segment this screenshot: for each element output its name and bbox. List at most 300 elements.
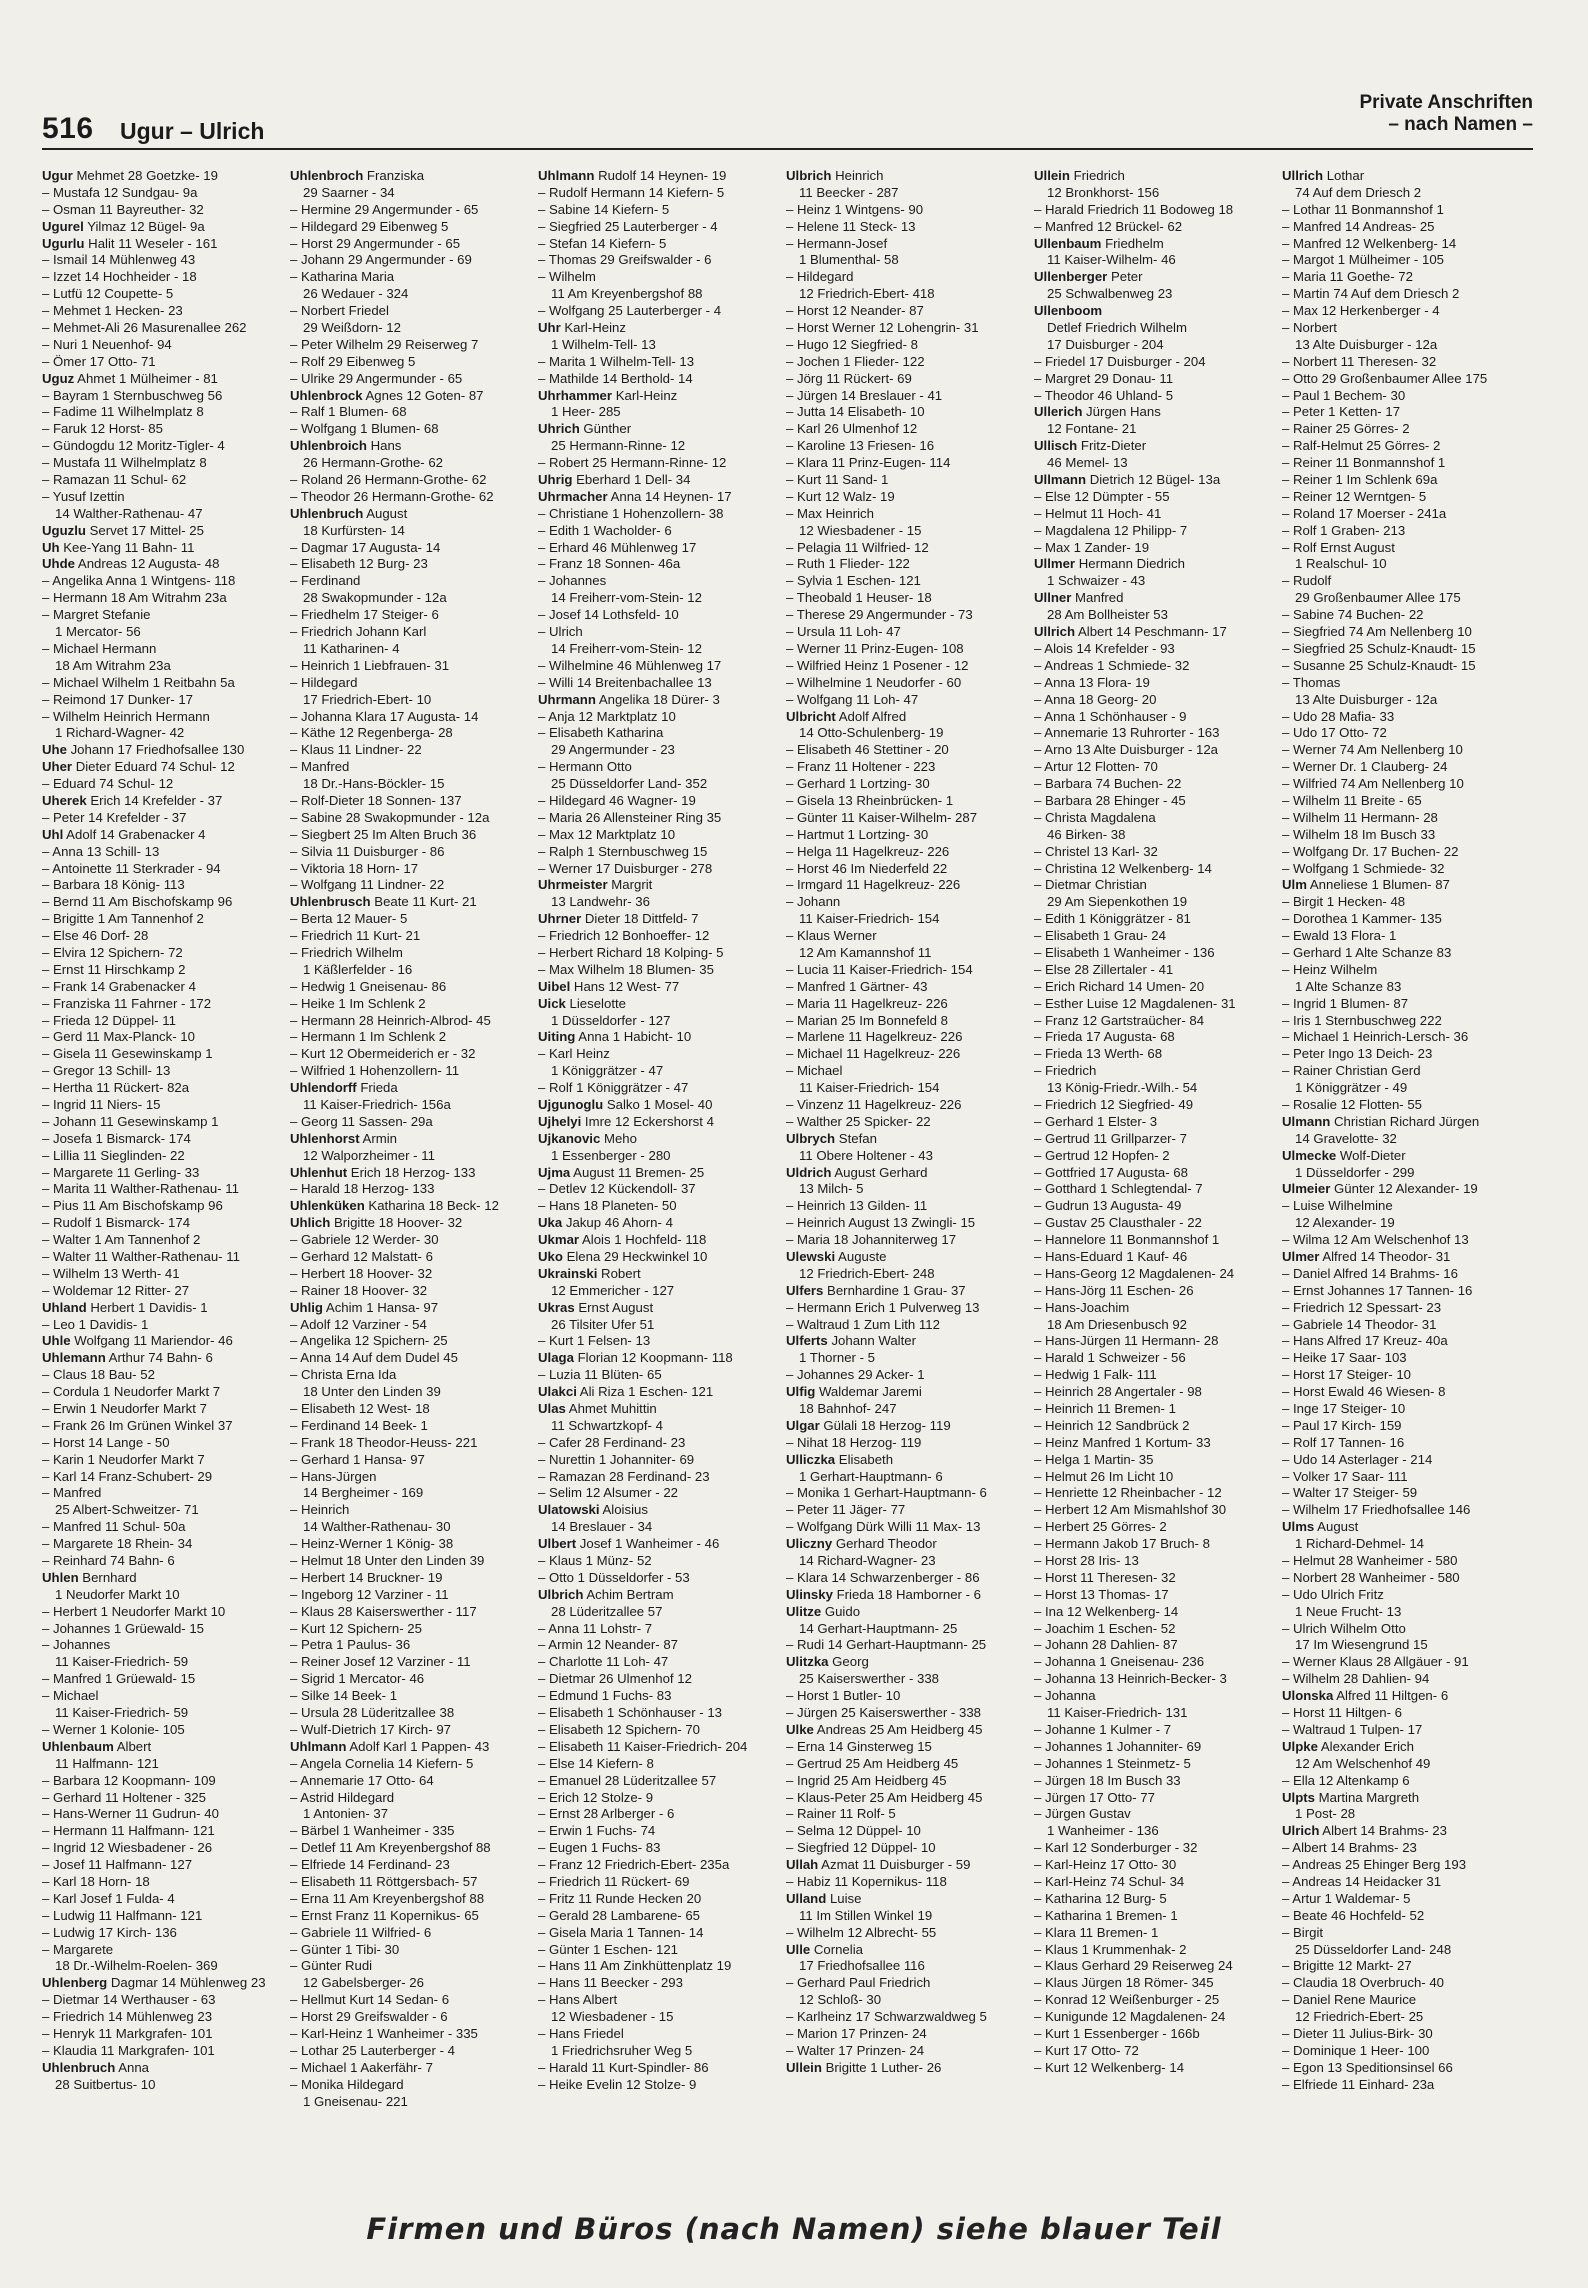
- directory-entry: Ujhelyi Imre 12 Eckershorst 4: [538, 1113, 714, 1129]
- directory-entry: – Else 12 Dümpter - 55: [1034, 488, 1170, 504]
- directory-entry: Ulmer Alfred 14 Theodor- 31: [1282, 1249, 1451, 1264]
- surname: Ulbrych: [786, 1130, 836, 1146]
- directory-entry: 1 Essenberger - 280: [551, 1147, 671, 1163]
- directory-entry: – Klara 11 Prinz-Eugen- 114: [786, 455, 951, 471]
- directory-entry: – Herbert 12 Am Mismahlshof 30: [1034, 1502, 1227, 1518]
- directory-entry: – Bayram 1 Sternbuschweg 56: [42, 387, 223, 403]
- directory-entry: – Joachim 1 Eschen- 52: [1034, 1620, 1176, 1636]
- directory-entry: – Käthe 12 Regenberga- 28: [290, 725, 453, 741]
- directory-entry: – Wilhelm 13 Werth- 41: [42, 1265, 180, 1281]
- directory-entry: – Hugo 12 Siegfried- 8: [786, 336, 918, 352]
- directory-entry: – Anna 13 Flora- 19: [1034, 674, 1150, 690]
- directory-entry: – Hermann Jakob 17 Bruch- 8: [1034, 1536, 1210, 1552]
- footer-note: Firmen und Büros (nach Namen) siehe blauer Teil: [366, 2212, 1222, 2246]
- directory-entry: – Detlef 11 Am Kreyenbergshof 88: [290, 1840, 491, 1856]
- directory-entry: – Elisabeth 11 Röttgersbach- 57: [290, 1873, 478, 1889]
- directory-entry: Ullerich Jürgen Hans: [1034, 404, 1161, 420]
- directory-entry: – Werner Klaus 28 Allgäuer - 91: [1282, 1654, 1469, 1670]
- surname: Ujma: [538, 1164, 571, 1180]
- directory-entry: – Mustafa 12 Sundgau- 9a: [42, 184, 198, 200]
- directory-entry: Ulakci Ali Riza 1 Eschen- 121: [538, 1384, 714, 1400]
- directory-entry: – Margret Stefanie: [42, 607, 151, 623]
- directory-entry: Uhl Adolf 14 Grabenacker 4: [42, 826, 206, 842]
- directory-entry: – Albert 14 Brahms- 23: [1282, 1840, 1417, 1856]
- directory-entry: Ulmeier Günter 12 Alexander- 19: [1282, 1181, 1478, 1197]
- directory-entry: 29 Weißdorn- 12: [303, 320, 401, 336]
- directory-entry: – Manfred 12 Welkenberg- 14: [1282, 235, 1457, 251]
- directory-entry: – Monika 1 Gerhart-Hauptmann- 6: [786, 1485, 987, 1501]
- directory-entry: – Friedel 17 Duisburger - 204: [1034, 353, 1206, 369]
- directory-entry: – Gerhard 1 Alte Schanze 83: [1282, 944, 1452, 960]
- directory-entry: – Horst 13 Thomas- 17: [1034, 1586, 1169, 1602]
- directory-entry: – Margarete 11 Gerling- 33: [42, 1164, 200, 1180]
- directory-entry: Ulpts Martina Margreth: [1282, 1789, 1420, 1805]
- directory-entry: – Günter Rudi: [290, 1958, 373, 1974]
- directory-entry: – Reiner 12 Werntgen- 5: [1282, 488, 1427, 504]
- directory-entry: – Rudolf 1 Bismarck- 174: [42, 1215, 191, 1231]
- directory-entry: 12 Friedrich-Ebert- 418: [799, 286, 935, 302]
- surname: Uhlenbrock: [290, 387, 363, 403]
- surname: Ukras: [538, 1299, 575, 1315]
- directory-entry: – Horst 11 Hiltgen- 6: [1282, 1705, 1402, 1721]
- directory-entry: Ulmecke Wolf-Dieter: [1282, 1147, 1406, 1163]
- surname: Ulas: [538, 1401, 566, 1417]
- directory-entry: – Rainer 25 Görres- 2: [1282, 421, 1410, 437]
- directory-entry: – Helga 1 Martin- 35: [1034, 1451, 1154, 1467]
- directory-entry: – Horst 46 Im Niederfeld 22: [786, 860, 948, 876]
- directory-entry: – Kurt 1 Essenberger - 166b: [1034, 2025, 1200, 2041]
- directory-entry: – Katharina Maria: [290, 269, 395, 285]
- directory-entry: – Ina 12 Welkenberg- 14: [1034, 1603, 1179, 1619]
- directory-entry: Ujkanovic Meho: [538, 1130, 637, 1146]
- directory-entry: – Udo Ulrich Fritz: [1282, 1586, 1384, 1602]
- surname: Ulke: [786, 1721, 814, 1737]
- directory-entry: 11 Kaiser-Friedrich- 156a: [303, 1096, 451, 1112]
- surname: Ukmar: [538, 1232, 580, 1248]
- directory-entry: 28 Suitbertus- 10: [55, 2076, 156, 2092]
- directory-entry: – Karl-Heinz 74 Schul- 34: [1034, 1873, 1185, 1889]
- surname: Uguzlu: [42, 522, 86, 538]
- directory-column-6: [1282, 168, 1525, 2188]
- directory-entry: – Pelagia 11 Wilfried- 12: [786, 539, 929, 555]
- directory-entry: – Cafer 28 Ferdinand- 23: [538, 1434, 686, 1450]
- directory-entry: Uhlenhut Erich 18 Herzog- 133: [290, 1164, 476, 1180]
- directory-entry: – Erwin 1 Fuchs- 74: [538, 1823, 656, 1839]
- directory-entry: – Klara 11 Bremen- 1: [1034, 1924, 1159, 1940]
- surname: Uhlen: [42, 1569, 79, 1585]
- directory-entry: – Klaus-Peter 25 Am Heidberg 45: [786, 1789, 983, 1805]
- directory-entry: – Wilhelm 11 Breite - 65: [1282, 792, 1422, 808]
- directory-entry: 12 Bronkhorst- 156: [1047, 184, 1160, 200]
- directory-entry: – Leo 1 Davidis- 1: [42, 1316, 149, 1332]
- directory-entry: – Birgit: [1282, 1924, 1324, 1940]
- directory-entry: – Max 12 Herkenberger - 4: [1282, 303, 1440, 319]
- directory-entry: Ugurlu Halit 11 Weseler - 161: [42, 235, 218, 251]
- directory-entry: – Lothar 25 Lauterberger - 4: [290, 2042, 455, 2058]
- directory-entry: Uhrmacher Anna 14 Heynen- 17: [538, 488, 732, 504]
- directory-entry: – Rudolf Hermann 14 Kiefern- 5: [538, 184, 725, 200]
- surname: Ulfig: [786, 1384, 816, 1400]
- directory-entry: – Elfriede 14 Ferdinand- 23: [290, 1857, 450, 1873]
- directory-entry: – Helmut 26 Im Licht 10: [1034, 1468, 1174, 1484]
- directory-entry: – Karl Heinz: [538, 1046, 610, 1062]
- directory-entry: – Hertha 11 Rückert- 82a: [42, 1080, 190, 1096]
- directory-entry: – Heike 1 Im Schlenk 2: [290, 995, 426, 1011]
- directory-entry: Ulliczka Elisabeth: [786, 1451, 894, 1467]
- directory-entry: – Wilfried 1 Hohenzollern- 11: [290, 1063, 460, 1079]
- directory-entry: – Sabine 14 Kiefern- 5: [538, 201, 670, 217]
- directory-entry: Uhe Johann 17 Friedhofsallee 130: [42, 742, 245, 758]
- directory-entry: – Rolf Ernst August: [1282, 539, 1395, 555]
- directory-entry: [1034, 303, 1277, 320]
- directory-entry: 14 Gravelotte- 32: [1295, 1130, 1397, 1146]
- directory-entry: – Silke 14 Beek- 1: [290, 1688, 398, 1704]
- directory-entry: – Johannes 1 Grüewald- 15: [42, 1620, 205, 1636]
- directory-entry: – Heinrich 13 Gilden- 11: [786, 1198, 928, 1214]
- directory-entry: – Hermann Erich 1 Pulverweg 13: [786, 1299, 980, 1315]
- directory-entry: – Walter 17 Prinzen- 24: [786, 2042, 925, 2058]
- directory-entry: 12 Wiesbadener - 15: [799, 522, 922, 538]
- directory-entry: – Gertrud 25 Am Heidberg 45: [786, 1755, 959, 1771]
- directory-entry: – Susanne 25 Schulz-Knaudt- 15: [1282, 657, 1476, 673]
- surname: Uhrig: [538, 472, 573, 488]
- directory-entry: – Heinrich: [290, 1502, 350, 1518]
- directory-entry: – Jürgen 14 Breslauer - 41: [786, 387, 943, 403]
- directory-entry: – Mustafa 11 Wilhelmplatz 8: [42, 455, 207, 471]
- surname: Uhlenbrusch: [290, 894, 371, 910]
- directory-entry: – Willi 14 Breitenbachallee 13: [538, 674, 712, 690]
- directory-entry: – Barbara 74 Buchen- 22: [1034, 776, 1182, 792]
- surname: Ulgar: [786, 1417, 820, 1433]
- surname: Ullein: [786, 2059, 822, 2075]
- directory-entry: 14 Freiherr-vom-Stein- 12: [551, 640, 702, 656]
- directory-entry: Ulm Anneliese 1 Blumen- 87: [1282, 877, 1450, 893]
- surname: Ulm: [1282, 877, 1307, 893]
- directory-entry: Uguz Ahmet 1 Mülheimer - 81: [42, 370, 218, 386]
- directory-entry: Uguzlu Servet 17 Mittel- 25: [42, 522, 204, 538]
- directory-entry: – Angelika 12 Spichern- 25: [290, 1333, 448, 1349]
- directory-entry: – Angela Cornelia 14 Kiefern- 5: [290, 1755, 474, 1771]
- directory-entry: – Harald 18 Herzog- 133: [290, 1181, 435, 1197]
- surname: Uhde: [42, 556, 75, 572]
- surname: Uhlenhorst: [290, 1130, 360, 1146]
- directory-entry: – Detlev 12 Kückendoll- 37: [538, 1181, 696, 1197]
- directory-entry: – Osman 11 Bayreuther- 32: [42, 201, 204, 217]
- directory-entry: – Ulrich Wilhelm Otto: [1282, 1620, 1406, 1636]
- directory-entry: – Ralf-Helmut 25 Görres- 2: [1282, 438, 1441, 454]
- directory-entry: Uhlenbaum Albert: [42, 1738, 152, 1754]
- directory-entry: – Frieda 13 Werth- 68: [1034, 1046, 1163, 1062]
- directory-entry: – Franziska 11 Fahrner - 172: [42, 995, 212, 1011]
- directory-entry: – Izzet 14 Hochheider - 18: [42, 269, 197, 285]
- surname: Ulmann: [1282, 1113, 1331, 1129]
- directory-entry: – Elvira 12 Spichern- 72: [42, 944, 183, 960]
- directory-entry: – Heinz Wilhelm: [1282, 961, 1378, 977]
- surname: Ulmer: [1282, 1249, 1320, 1264]
- directory-entry: – Alois 14 Krefelder - 93: [1034, 640, 1175, 656]
- directory-entry: Ulland Luise: [786, 1890, 862, 1906]
- directory-entry: – Marlene 11 Hagelkreuz- 226: [786, 1029, 963, 1045]
- directory-entry: – Annemarie 17 Otto- 64: [290, 1772, 434, 1788]
- directory-entry: Uliczny Gerhard Theodor: [786, 1536, 937, 1552]
- directory-entry: Ullrich Lothar: [1282, 168, 1365, 183]
- directory-entry: Uick Lieselotte: [538, 995, 626, 1011]
- directory-entry: – Hildegard: [786, 269, 854, 285]
- directory-entry: 14 Freiherr-vom-Stein- 12: [551, 590, 702, 606]
- directory-entry: – Ramazan 28 Ferdinand- 23: [538, 1468, 710, 1484]
- directory-entry: Ulle Cornelia: [786, 1941, 863, 1957]
- directory-entry: – Elisabeth Katharina: [538, 725, 664, 741]
- directory-entry: – Erna 11 Am Kreyenbergshof 88: [290, 1890, 485, 1906]
- surname: Uguz: [42, 370, 75, 386]
- directory-entry: 25 Hermann-Rinne- 12: [551, 438, 686, 454]
- surname: Ulle: [786, 1941, 811, 1957]
- directory-entry: – Heinz Manfred 1 Kortum- 33: [1034, 1434, 1211, 1450]
- directory-entry: Uhlendorff Frieda: [290, 1080, 398, 1096]
- directory-entry: – Michael Hermann: [42, 640, 157, 656]
- surname: Uhlmann: [290, 1738, 347, 1754]
- directory-entry: – Margarete: [42, 1941, 114, 1957]
- directory-entry: – Theodor 46 Uhland- 5: [1034, 387, 1174, 403]
- directory-entry: – Klaus 1 Krummenhak- 2: [1034, 1941, 1187, 1957]
- directory-entry: Ulinsky Frieda 18 Hamborner - 6: [786, 1586, 981, 1602]
- surname: Ulonska: [1282, 1688, 1334, 1704]
- directory-entry: 25 Albert-Schweitzer- 71: [55, 1502, 199, 1518]
- directory-entry: – Manfred: [290, 759, 350, 775]
- page-header: [42, 88, 1533, 148]
- directory-entry: – Maria 11 Goethe- 72: [1282, 269, 1413, 285]
- directory-entry: 1 Heer- 285: [551, 404, 621, 420]
- directory-entry: – Karin 1 Neudorfer Markt 7: [42, 1451, 205, 1467]
- directory-entry: – Wilhelm 18 Im Busch 33: [1282, 826, 1436, 842]
- directory-entry: – Gerhard 1 Lortzing- 30: [786, 776, 930, 792]
- directory-entry: 17 Im Wiesengrund 15: [1295, 1637, 1428, 1653]
- directory-entry: – Wilfried Heinz 1 Posener - 12: [786, 657, 969, 673]
- directory-entry: – Artur 12 Flotten- 70: [1034, 759, 1158, 775]
- directory-entry: – Marita 1 Wilhelm-Tell- 13: [538, 353, 695, 369]
- surname: Ulliczka: [786, 1451, 836, 1467]
- surname: Ulakci: [538, 1384, 577, 1400]
- directory-entry: – Johannes 29 Acker- 1: [786, 1367, 925, 1383]
- directory-entry: – Rolf 1 Königgrätzer - 47: [538, 1080, 689, 1096]
- directory-entry: – Ingrid 1 Blumen- 87: [1282, 995, 1409, 1011]
- directory-entry: – Bärbel 1 Wanheimer - 335: [290, 1823, 455, 1839]
- directory-entry: – Vinzenz 11 Hagelkreuz- 226: [786, 1096, 962, 1112]
- directory-entry: Ulitzka Georg: [786, 1654, 869, 1670]
- directory-entry: – Dagmar 17 Augusta- 14: [290, 539, 441, 555]
- directory-entry: – Hermann 1 Im Schlenk 2: [290, 1029, 447, 1045]
- directory-entry: – Hildegard: [290, 674, 358, 690]
- directory-entry: 11 Katharinen- 4: [303, 640, 400, 656]
- directory-entry: – Erich 12 Stolze- 9: [538, 1789, 654, 1805]
- directory-entry: – Heinrich 1 Liebfrauen- 31: [290, 657, 450, 673]
- directory-entry: – Manfred 11 Schul- 50a: [42, 1519, 186, 1535]
- directory-entry: – Daniel Alfred 14 Brahms- 16: [1282, 1265, 1458, 1281]
- directory-entry: – Walter 1 Am Tannenhof 2: [42, 1232, 201, 1248]
- directory-entry: 1 Thorner - 5: [799, 1350, 875, 1366]
- directory-entry: – Ernst Franz 11 Kopernikus- 65: [290, 1907, 479, 1923]
- directory-entry: – Theodor 26 Hermann-Grothe- 62: [290, 488, 494, 504]
- directory-entry: – Beate 46 Hochfeld- 52: [1282, 1907, 1425, 1923]
- directory-entry: – Walter 11 Walther-Rathenau- 11: [42, 1249, 240, 1264]
- directory-entry: – Gregor 13 Schill- 13: [42, 1063, 171, 1079]
- directory-entry: – Ramazan 11 Schul- 62: [42, 472, 187, 488]
- directory-entry: – Gotthard 1 Schlegtendal- 7: [1034, 1181, 1203, 1197]
- directory-entry: – Johanna: [1034, 1688, 1096, 1704]
- directory-entry: 14 Richard-Wagner- 23: [799, 1553, 936, 1569]
- directory-entry: – Walter 17 Steiger- 59: [1282, 1485, 1418, 1501]
- directory-entry: – Josef 11 Halfmann- 127: [42, 1857, 193, 1873]
- directory-entry: Uhrhammer Karl-Heinz: [538, 387, 678, 403]
- directory-entry: – Harald Friedrich 11 Bodoweg 18: [1034, 201, 1234, 217]
- directory-entry: Ukmar Alois 1 Hochfeld- 118: [538, 1232, 707, 1248]
- directory-entry: – Nuri 1 Neuenhof- 94: [42, 336, 172, 352]
- directory-entry: – Marian 25 Im Bonnefeld 8: [786, 1012, 949, 1028]
- directory-entry: – Paul 1 Bechem- 30: [1282, 387, 1406, 403]
- directory-entry: – Artur 1 Waldemar- 5: [1282, 1890, 1411, 1906]
- directory-entry: – Franz 12 Friedrich-Ebert- 235a: [538, 1857, 730, 1873]
- directory-entry: – Erna 14 Ginsterweg 15: [786, 1738, 932, 1754]
- directory-entry: – Reiner 1 Im Schlenk 69a: [1282, 472, 1438, 488]
- directory-entry: 74 Auf dem Driesch 2: [1295, 184, 1422, 200]
- directory-entry: – Klaus Werner: [786, 928, 877, 944]
- directory-entry: Uhlemann Arthur 74 Bahn- 6: [42, 1350, 213, 1366]
- surname: Uhland: [42, 1299, 87, 1315]
- directory-entry: – Mehmet-Ali 26 Masurenallee 262: [42, 320, 247, 336]
- directory-entry: Uibel Hans 12 West- 77: [538, 978, 680, 994]
- directory-entry: – Margot 1 Mülheimer - 105: [1282, 252, 1444, 268]
- directory-entry: – Kunigunde 12 Magdalenen- 24: [1034, 2009, 1226, 2025]
- directory-entry: 14 Bergheimer - 169: [303, 1485, 424, 1501]
- directory-entry: 17 Friedhofsallee 116: [799, 1958, 925, 1974]
- directory-entry: Uldrich August Gerhard: [786, 1164, 928, 1180]
- directory-entry: 28 Lüderitzallee 57: [551, 1603, 663, 1619]
- directory-entry: – Eugen 1 Fuchs- 83: [538, 1840, 661, 1856]
- directory-entry: Uhle Wolfgang 11 Mariendor- 46: [42, 1333, 233, 1349]
- directory-entry: – Elfriede 11 Einhard- 23a: [1282, 2076, 1435, 2092]
- directory-entry: – Lucia 11 Kaiser-Friedrich- 154: [786, 961, 973, 977]
- directory-entry: 1 Düsseldorfer - 127: [551, 1012, 671, 1028]
- directory-entry: 11 Beecker - 287: [799, 184, 899, 200]
- directory-entry: 1 Königgrätzer - 47: [551, 1063, 664, 1079]
- surname: Ullrich: [1282, 168, 1324, 183]
- directory-entry: – Horst 11 Theresen- 32: [1034, 1569, 1176, 1585]
- directory-entry: 13 König-Friedr.-Wilh.- 54: [1047, 1080, 1198, 1096]
- directory-entry: – Horst 29 Angermunder - 65: [290, 235, 461, 251]
- directory-entry: – Gerald 28 Lambarene- 65: [538, 1907, 701, 1923]
- directory-entry: – Jörg 11 Rückert- 69: [786, 370, 912, 386]
- directory-entry: – Günter 11 Kaiser-Wilhelm- 287: [786, 809, 978, 825]
- surname: Uldrich: [786, 1164, 832, 1180]
- directory-entry: – Reinhard 74 Bahn- 6: [42, 1553, 175, 1569]
- surname: Uhlenberg: [42, 1975, 108, 1991]
- surname: Ulms: [1282, 1519, 1315, 1535]
- header-rule: [42, 148, 1533, 150]
- directory-entry: – Ernst 28 Arlberger - 6: [538, 1806, 675, 1822]
- directory-entry: – Siegfried 74 Am Nellenberg 10: [1282, 624, 1472, 640]
- directory-entry: – Manfred 12 Brückel- 62: [1034, 218, 1183, 234]
- directory-entry: Uhlich Brigitte 18 Hoover- 32: [290, 1215, 463, 1231]
- directory-entry: 13 Landwehr- 36: [551, 894, 650, 910]
- surname: Uhlenbaum: [42, 1738, 114, 1754]
- directory-entry: – Rainer 11 Rolf- 5: [786, 1806, 896, 1822]
- directory-entry: – Anna 18 Georg- 20: [1034, 691, 1157, 707]
- directory-entry: – Claus 18 Bau- 52: [42, 1367, 155, 1383]
- directory-entry: – Klaus Gerhard 29 Reiserweg 24: [1034, 1958, 1233, 1974]
- surname: Ulbrich: [538, 1586, 584, 1602]
- directory-entry: – Horst 12 Neander- 87: [786, 303, 924, 319]
- directory-entry: Ulrich Albert 14 Brahms- 23: [1282, 1823, 1447, 1839]
- directory-entry: – Rudi 14 Gerhart-Hauptmann- 25: [786, 1637, 987, 1653]
- directory-entry: – Michael 11 Hagelkreuz- 226: [786, 1046, 961, 1062]
- directory-entry: – Eduard 74 Schul- 12: [42, 776, 174, 792]
- directory-entry: – Friedrich: [1034, 1063, 1097, 1079]
- surname: Uhrmann: [538, 691, 596, 707]
- directory-entry: – Ingrid 12 Wiesbadener - 26: [42, 1840, 213, 1856]
- directory-entry: 18 Am Driesenbusch 92: [1047, 1316, 1188, 1332]
- directory-entry: – Ursula 28 Lüderitzallee 38: [290, 1705, 455, 1721]
- directory-entry: 1 Wilhelm-Tell- 13: [551, 336, 656, 352]
- directory-entry: – Johannes 1 Johanniter- 69: [1034, 1738, 1202, 1754]
- surname: Uliczny: [786, 1536, 833, 1552]
- directory-entry: – Gerhard 12 Malstatt- 6: [290, 1249, 433, 1264]
- directory-entry: – Dieter 11 Julius-Birk- 30: [1282, 2025, 1433, 2041]
- directory-column-3: [538, 168, 781, 2188]
- directory-entry: Uiting Anna 1 Habicht- 10: [538, 1029, 692, 1045]
- directory-entry: – Karl 26 Ulmenhof 12: [786, 421, 918, 437]
- directory-entry: – Maria 18 Johanniterweg 17: [786, 1232, 957, 1248]
- directory-entry: – Katharina 1 Bremen- 1: [1034, 1907, 1178, 1923]
- directory-entry: – Wilhelm Heinrich Hermann: [42, 708, 210, 724]
- directory-entry: – Luzia 11 Blüten- 65: [538, 1367, 662, 1383]
- directory-entry: – Ismail 14 Mühlenweg 43: [42, 252, 196, 268]
- directory-entry: Ulbrich Heinrich: [786, 168, 884, 183]
- directory-entry: – Robert 25 Hermann-Rinne- 12: [538, 455, 727, 471]
- directory-entry: – Max Heinrich: [786, 505, 874, 521]
- directory-entry: – Else 14 Kiefern- 8: [538, 1755, 654, 1771]
- directory-entry: 11 Im Stillen Winkel 19: [799, 1907, 933, 1923]
- directory-entry: – Lothar 11 Bonmannshof 1: [1282, 201, 1444, 217]
- directory-entry: 11 Kaiser-Friedrich- 59: [55, 1654, 189, 1670]
- directory-entry: – Jürgen Gustav: [1034, 1806, 1131, 1822]
- directory-entry: – Christa Erna Ida: [290, 1367, 397, 1383]
- directory-entry: – Michael 1 Aakerfähr- 7: [290, 2059, 433, 2075]
- directory-entry: – Hellmut Kurt 14 Sedan- 6: [290, 1992, 450, 2008]
- directory-entry: 26 Tilsiter Ufer 51: [551, 1316, 655, 1332]
- directory-entry: 1 Richard-Dehmel- 14: [1295, 1536, 1424, 1552]
- directory-entry: – Gerhard 11 Holtener - 325: [42, 1789, 206, 1805]
- surname: Uhlenküken: [290, 1198, 365, 1214]
- directory-entry: Uhr Karl-Heinz: [538, 320, 626, 336]
- surname: Uibel: [538, 978, 571, 994]
- directory-entry: – Hedwig 1 Falk- 111: [1034, 1367, 1157, 1383]
- directory-entry: – Yusuf Izettin: [42, 488, 125, 504]
- directory-entry: – Wilhelm 17 Friedhofsallee 146: [1282, 1502, 1471, 1518]
- directory-entry: – Hedwig 1 Gneisenau- 86: [290, 978, 447, 994]
- surname: Ulewski: [786, 1249, 836, 1264]
- surname: Ullrich: [1034, 624, 1076, 640]
- directory-entry: – Hartmut 1 Lortzing- 30: [786, 826, 929, 842]
- directory-entry: – Gündogdu 12 Moritz-Tigler- 4: [42, 438, 225, 454]
- directory-entry: 12 Friedrich-Ebert- 25: [1295, 2009, 1424, 2025]
- directory-entry: – Friedrich 11 Kurt- 21: [290, 928, 421, 944]
- directory-entry: – Elisabeth 12 West- 18: [290, 1401, 430, 1417]
- directory-entry: Uhrner Dieter 18 Dittfeld- 7: [538, 911, 699, 927]
- directory-entry: – Hermann 18 Am Witrahm 23a: [42, 590, 227, 606]
- directory-entry: – Ingrid 11 Niers- 15: [42, 1096, 161, 1112]
- directory-entry: 26 Hermann-Grothe- 62: [303, 455, 444, 471]
- directory-entry: – Kurt 12 Obermeiderich er - 32: [290, 1046, 476, 1062]
